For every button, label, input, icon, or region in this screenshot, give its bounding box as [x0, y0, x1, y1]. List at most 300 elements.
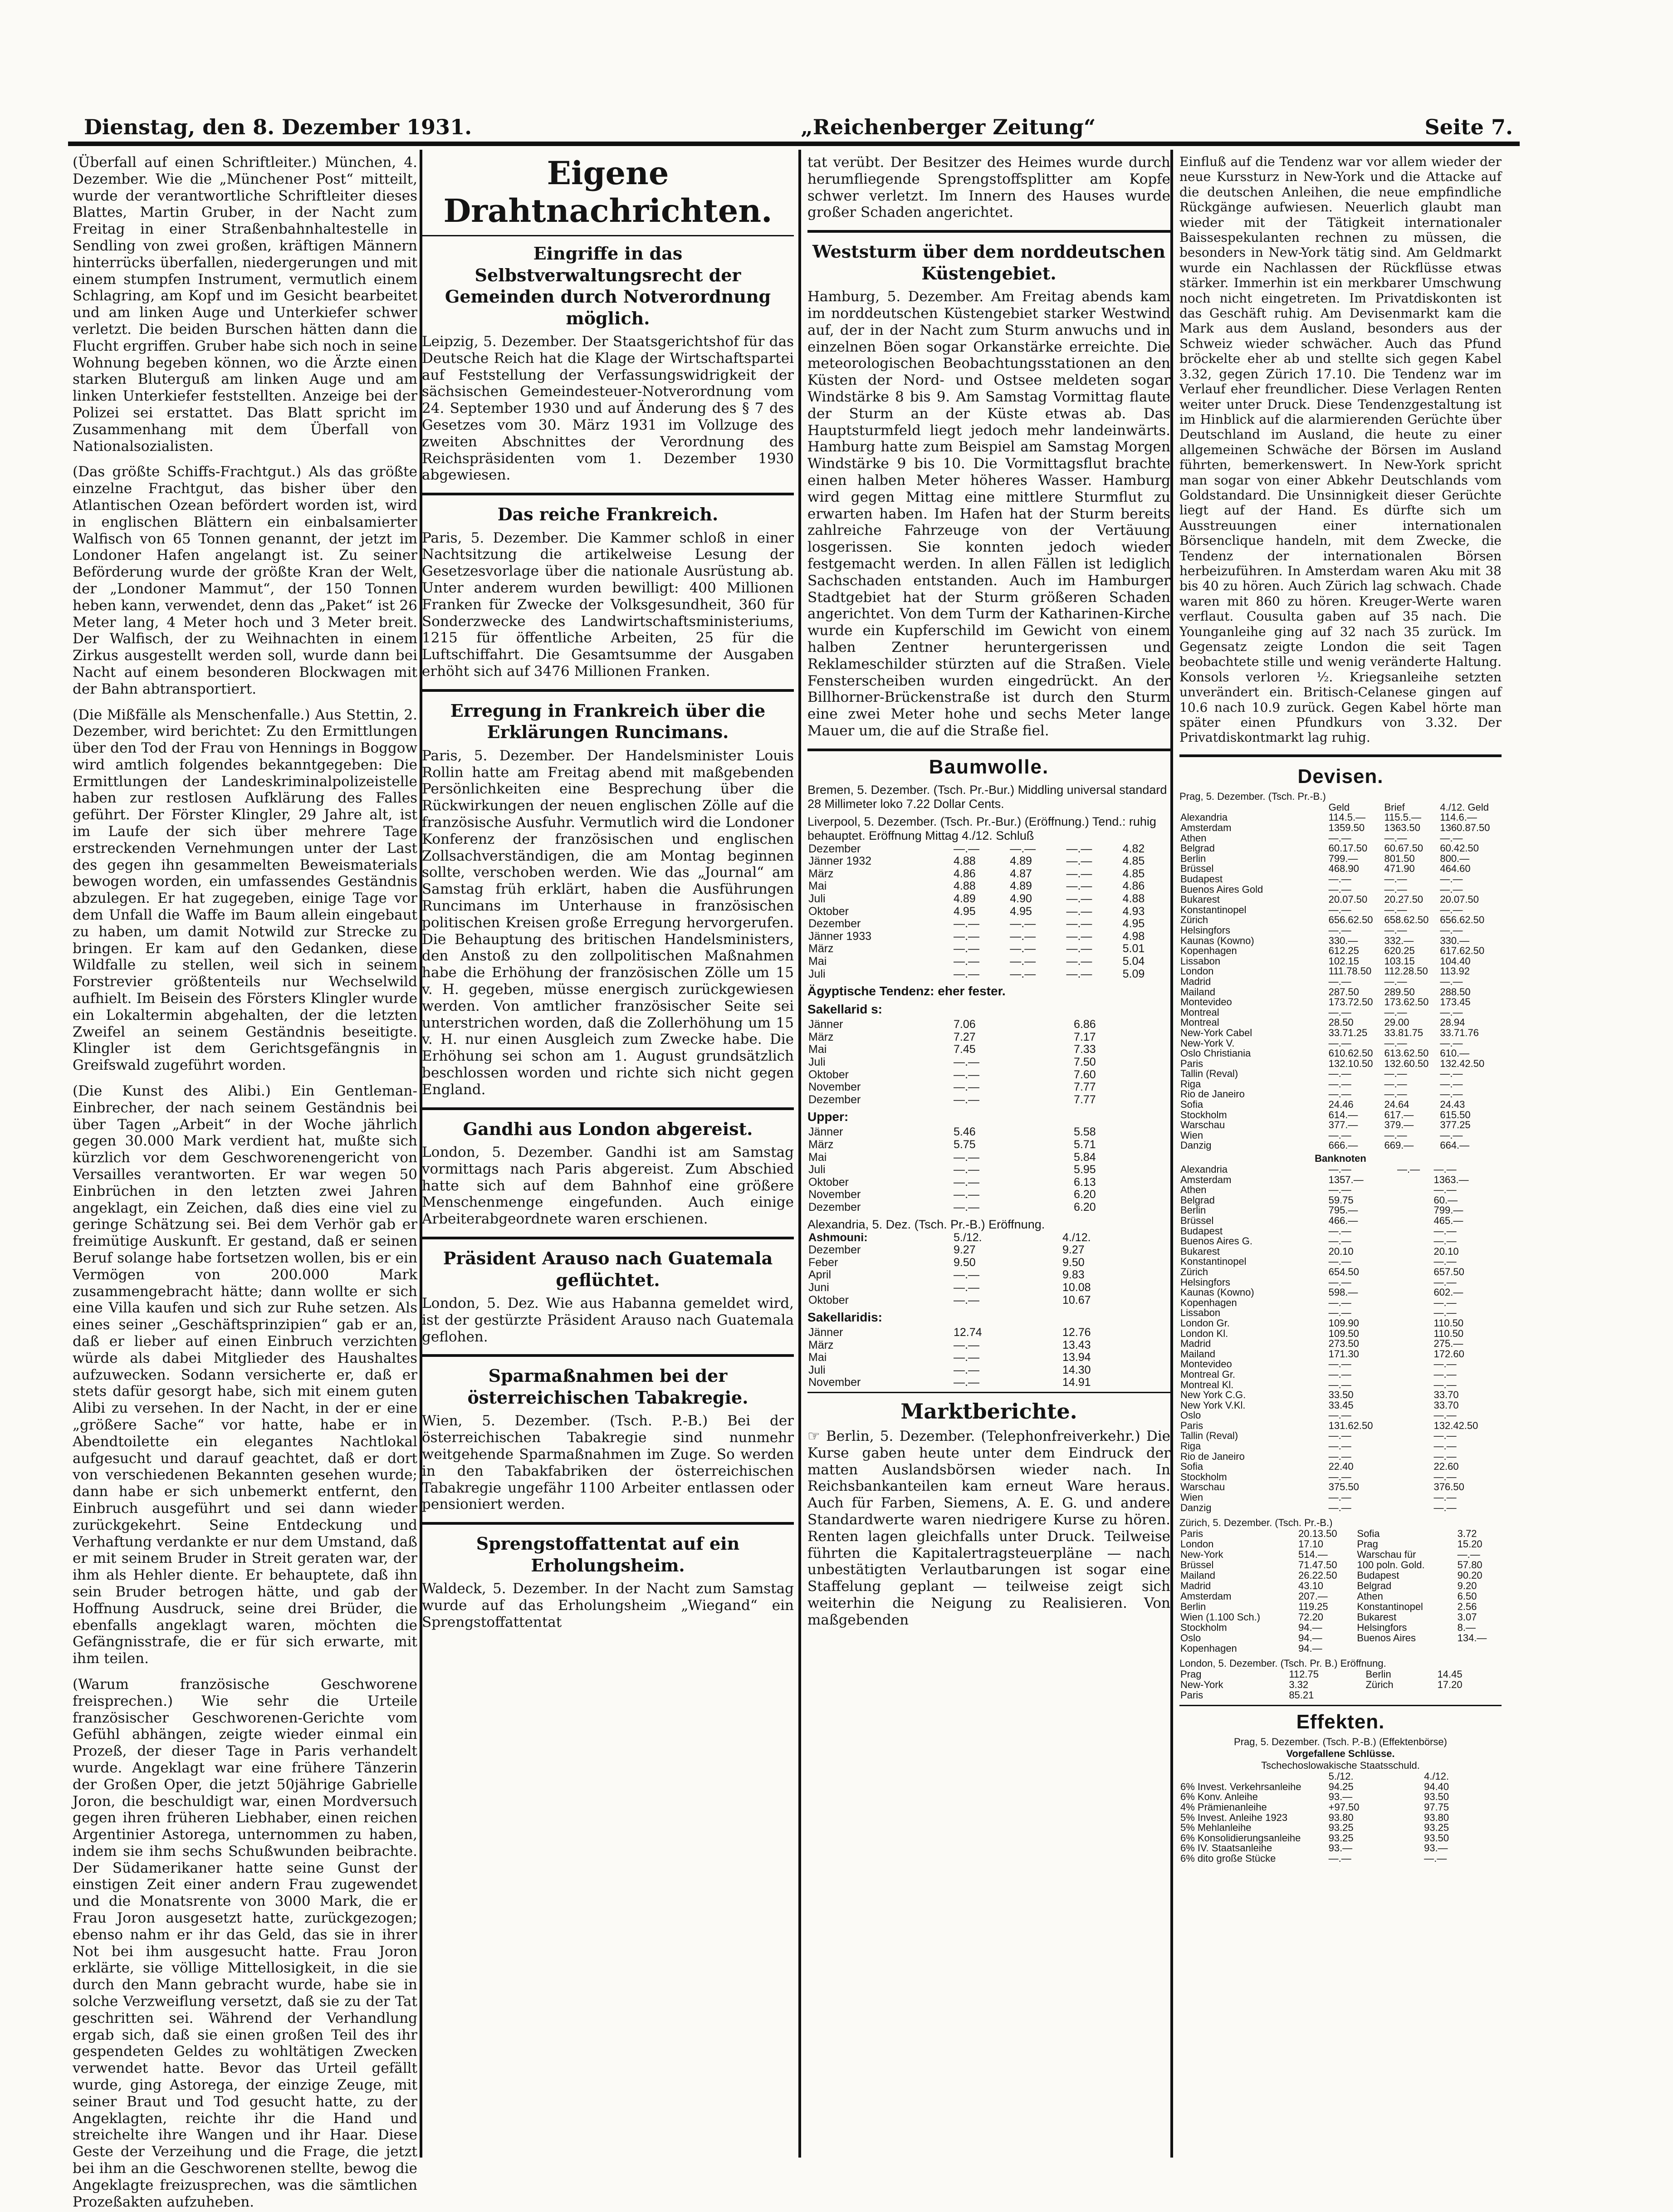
cell-value: 112.75 [1289, 1669, 1319, 1680]
divider [422, 1237, 794, 1239]
egypt-heading: Ägyptische Tendenz: eher fester. [807, 984, 1006, 998]
cell-value: 4.88 [954, 855, 976, 868]
cell-value [1396, 1226, 1433, 1237]
cell-value: 275.— [1433, 1338, 1463, 1350]
cell-value: 2.56 [1457, 1601, 1477, 1613]
table-row [807, 893, 1170, 905]
cell-value: —.— [1066, 942, 1092, 955]
table-row [807, 1056, 1170, 1069]
table-row [807, 1151, 1170, 1164]
cell-value: Helsingfors [1357, 1622, 1407, 1634]
row-label: März [808, 1138, 834, 1151]
table-row [807, 930, 1170, 943]
cell-value [1066, 1189, 1073, 1201]
cell-value: —.— [1328, 1409, 1351, 1421]
effekten-subheading: Vorgefallene Schlüsse. [1286, 1748, 1395, 1760]
cell-value: 4.98 [1122, 930, 1145, 943]
cell-value: —.— [1433, 1440, 1457, 1452]
cell-value: 110.50 [1433, 1327, 1464, 1339]
cell-value [1066, 1043, 1073, 1056]
row-label: Paris [1180, 1419, 1203, 1431]
table-row [1179, 1110, 1502, 1121]
row-label: Juli [808, 1163, 826, 1176]
table-row [1179, 1205, 1502, 1216]
table-row [1179, 833, 1502, 844]
table-row [1179, 1216, 1502, 1226]
row-label: Jänner 1933 [808, 930, 872, 943]
col-header: 4./12. [1062, 1231, 1091, 1244]
divider [422, 1107, 794, 1110]
row-label: Mai [808, 955, 827, 968]
table-row [1179, 1452, 1502, 1462]
upper-heading: Upper: [807, 1110, 849, 1124]
cell-value: —.— [1328, 1471, 1351, 1483]
cell-value: 4.88 [954, 880, 976, 893]
table-row [1179, 1329, 1502, 1339]
cell-value: 9.50 [954, 1256, 976, 1269]
cell-value: —.— [1328, 1440, 1351, 1452]
column-divider [798, 150, 801, 2158]
cell-value: 60.— [1433, 1194, 1458, 1206]
cell-value: 60.67.50 [1384, 842, 1424, 854]
row-label: Sofia [1180, 1461, 1203, 1473]
cell-value: —.— [1433, 1492, 1457, 1503]
cell-value: 22.40 [1328, 1461, 1354, 1473]
cell-value: 9.83 [1062, 1268, 1085, 1282]
article-sprengstoff: Waldeck, 5. Dezember. In der Nacht zum Samstag wurde auf das Erholungsheim „Wiegand“ ein Sprengstoffattentat [422, 1581, 794, 1630]
table-row [1179, 1482, 1502, 1493]
table-row [1179, 1421, 1502, 1431]
table-row [1179, 874, 1502, 885]
table-row [1179, 1560, 1502, 1570]
table-row [1179, 1257, 1502, 1267]
row-label: November [808, 1376, 861, 1389]
cell-value: —.— [1440, 883, 1463, 895]
cell-value: —.— [1328, 1492, 1351, 1503]
cell-value: 132.10.50 [1328, 1057, 1373, 1069]
row-label: New-York [1180, 1679, 1223, 1691]
cell-value: 24.43 [1440, 1099, 1465, 1111]
row-label: Dezember [808, 1200, 861, 1214]
cell-value: 93.25 [1328, 1822, 1354, 1834]
cell-value: —.— [1440, 904, 1463, 915]
cell-value: 5.75 [954, 1138, 976, 1151]
cell-value: 60.42.50 [1440, 842, 1479, 854]
cell-value: 617.62.50 [1440, 945, 1485, 957]
table-row [1179, 1100, 1502, 1110]
article-selbstverwaltung: Leipzig, 5. Dezember. Der Staatsgerichtshof für das Deutsche Reich hat die Klage der Wirtschaftspartei auf Feststellung der Verfassungswidrigkeit der sächsischen Gemeindesteuer-Notverordnung vom 24. September 1930 und auf Änderung des § 7 des Gesetzes vom 30. März 1931 im Vollzuge des zweiten Abschnittes der Verordnung des Reichspräsidenten vom 1. Dezember 1930 abgewiesen. [422, 333, 794, 484]
article-sprengstoff-continued: tat verübt. Der Besitzer des Heimes wurde durch herumfliegende Sprengstoffsplitter am Kopfe schwer verletzt. Im Innern des Hauses wurde großer Schaden angerichtet. [807, 154, 1170, 221]
cell-value: 471.90 [1384, 863, 1415, 875]
cell-value: 4.89 [1010, 880, 1032, 893]
cell-value [1066, 1201, 1073, 1214]
row-label: 6% Konv. Anleihe [1180, 1791, 1258, 1803]
cell-value: 6.50 [1457, 1590, 1477, 1602]
table-row [1179, 1226, 1502, 1237]
cell-value: 466.— [1328, 1215, 1358, 1226]
cell-value: 71.47.50 [1298, 1559, 1337, 1571]
liverpool-table [807, 843, 1170, 981]
cell-value: 1360.87.50 [1440, 822, 1490, 834]
cell-value: 613.62.50 [1384, 1047, 1429, 1059]
cell-value: —.— [1066, 930, 1092, 943]
cell-value: 100 poln. Gold. [1357, 1559, 1425, 1571]
table-row [807, 1351, 1170, 1364]
table-row [807, 1376, 1170, 1389]
table-row [807, 1081, 1170, 1094]
divider [1179, 754, 1502, 757]
cell-value: 33.70 [1433, 1399, 1459, 1411]
cell-value: 612.25 [1328, 945, 1359, 957]
cell-value: —.— [1384, 1068, 1407, 1080]
cell-value: 20.10 [1433, 1245, 1459, 1257]
cell-value: —.— [954, 1093, 979, 1106]
cell-value: Athen [1357, 1590, 1383, 1602]
cell-value: —.— [1433, 1235, 1457, 1247]
row-label: Athen [1180, 832, 1207, 844]
table-row [1179, 1792, 1502, 1802]
table-row [1179, 1823, 1502, 1833]
cell-value: —.— [1010, 967, 1036, 980]
cell-value: 20.07.50 [1328, 894, 1368, 905]
cell-value: 94.— [1298, 1622, 1322, 1634]
cell-value: 7.50 [1074, 1056, 1096, 1069]
row-label: Montreal Kl. [1180, 1379, 1234, 1390]
cell-value: —.— [1328, 1184, 1351, 1196]
masthead-page-number: Seite 7. [1424, 115, 1513, 139]
cell-value [1396, 1185, 1433, 1195]
row-label: Belgrad [1180, 842, 1215, 854]
row-label: Juli [808, 892, 826, 905]
cell-value: —.— [1440, 924, 1463, 936]
cell-value: —.— [954, 1338, 979, 1351]
cell-value: 132.60.50 [1384, 1057, 1429, 1069]
cell-value: 14.45 [1437, 1669, 1463, 1680]
row-label: Mai [808, 880, 827, 893]
cell-value: —.— [1328, 1852, 1351, 1864]
cell-value: —.— [1066, 917, 1092, 930]
sakellaridis-heading: Sakellaridis: [807, 1310, 882, 1325]
table-row [1179, 1782, 1502, 1792]
cell-value [1396, 1431, 1433, 1441]
cell-value: —.— [1433, 1379, 1457, 1390]
cell-value: 13.43 [1062, 1338, 1091, 1351]
banknoten-title: Banknoten [1315, 1153, 1366, 1165]
cell-value [1066, 1031, 1073, 1044]
row-label: Alexandria [1180, 812, 1228, 823]
table-row [1179, 1359, 1502, 1370]
table-row [1179, 1130, 1502, 1141]
cell-value: —.— [1328, 1225, 1351, 1237]
cell-value: 97.75 [1424, 1801, 1449, 1813]
cell-value: 7.60 [1074, 1068, 1096, 1081]
table-row [1179, 1813, 1502, 1823]
row-label: Tallin (Reval) [1180, 1068, 1238, 1080]
cell-value: 93.25 [1328, 1832, 1354, 1844]
article-wildfalle: (Die Mißfälle als Menschenfalle.) Aus Stettin, 2. Dezember, wird berichtet: Zu den Ermittlungen über den Tod der Frau von Hennings in Boggow wird amtlich folgendes bekanntgegeben: Die Ermittlungen der Landeskriminalpolizeistelle haben zur restlosen Aufklärung des Falles geführt. Der Förster Klingler, 29 Jahre alt, ist im Laufe der sich über mehrere Tage erstreckenden Vernehmungen unter der Last des gegen ihn gesammelten Beweismaterials bewogen worden, ein umfassendes Geständnis abzulegen. Er hat zugegeben, einige Tage vor dem Unfall die Waffe im Baum allein eingebaut zu haben, um damit Notwild zur Strecke zu bringen. Er kam auf den Gedanken, diese Wildfalle zu stellen, weil sich in seinem Forstrevier größtenteils nur Wechselwild aufhielt. Im Beisein des Försters Klingler wurde ein Lokaltermin abgehalten, der die letzten Zweifel an seinem Geständnis beseitigte. Klingler ist dem Gerichtsgefängnis in Greifswald zugeführt worden. [73, 706, 417, 1074]
table-row [1179, 1165, 1502, 1175]
cell-value: —.— [1440, 1068, 1463, 1080]
cell-value [1396, 1421, 1433, 1431]
cell-value: 9.50 [1062, 1256, 1085, 1269]
cell-value: 4.85 [1122, 855, 1145, 868]
cell-value: 4.90 [1010, 892, 1032, 905]
cell-value [1396, 1452, 1433, 1462]
row-label: Jänner [808, 1326, 843, 1339]
table-row [807, 1282, 1170, 1294]
table-row [807, 943, 1170, 955]
table-row [1179, 1175, 1502, 1185]
cell-value: 9.27 [1062, 1243, 1085, 1257]
masthead [84, 113, 1513, 141]
cell-value: 131.62.50 [1328, 1419, 1373, 1431]
row-label: Kopenhagen [1180, 945, 1237, 957]
table-row [1179, 1833, 1502, 1844]
table-row [1179, 812, 1502, 823]
row-label: März [808, 942, 834, 955]
cell-value: —.— [1384, 1088, 1407, 1100]
cell-value: —.— [1066, 842, 1092, 855]
row-label: New York V.Kl. [1180, 1399, 1246, 1411]
cell-value: —.— [1440, 1088, 1463, 1100]
cell-value: 94.— [1298, 1632, 1322, 1644]
cell-value: 85.21 [1289, 1689, 1314, 1701]
cell-value: 4.87 [1010, 867, 1032, 880]
cell-value: 109.50 [1328, 1327, 1359, 1339]
cell-value: 800.— [1440, 852, 1470, 864]
table-row [807, 1069, 1170, 1082]
cell-value: —.— [954, 917, 979, 930]
zurich-table [1179, 1528, 1502, 1654]
table-row [807, 905, 1170, 918]
headline-selbstverwaltung: Eingriffe in das Selbstverwaltungsrecht der Gemeinden durch Notverordnung möglich. [445, 243, 771, 328]
article-tabakregie: Wien, 5. Dezember. (Tsch. P.-B.) Bei der österreichischen Tabakregie sind nunmehr weitgehende Sparmaßnahmen im Zuge. So werden in den Tabakfabriken der österreichischen Tabakregie ungefähr 1100 Arbeiter entlassen oder pensioniert werden. [422, 1413, 794, 1513]
table-row [1179, 1549, 1502, 1560]
cell-value [1066, 1056, 1073, 1069]
table-row [1179, 1601, 1502, 1612]
cell-value: 7.06 [954, 1018, 976, 1031]
table-row [807, 843, 1170, 856]
cell-value: —.— [1457, 1549, 1480, 1561]
column-3 [803, 154, 1175, 2158]
row-label: Mai [808, 1351, 827, 1364]
table-row [807, 1018, 1170, 1031]
table-row [807, 1201, 1170, 1214]
row-label: Wien [1180, 1129, 1203, 1141]
cell-value: —.— [1433, 1450, 1457, 1462]
row-label: Rio de Janeiro [1180, 1450, 1245, 1462]
cell-value [1396, 1216, 1433, 1226]
row-label: Oslo [1180, 1632, 1201, 1644]
cell-value: —.— [954, 1068, 979, 1081]
cell-value: 207.— [1298, 1590, 1328, 1602]
cell-value [1396, 1339, 1433, 1349]
cell-value: 7.77 [1074, 1081, 1096, 1094]
liverpool-header: Liverpool, 5. Dezember. (Tsch. Pr.-Bur.) (Eröffnung.) Tend.: ruhig behauptet. Eröffnung Mittag 4./12. Schluß [807, 814, 1156, 842]
cell-value: 377.— [1328, 1119, 1358, 1131]
effekten-table [1179, 1772, 1502, 1864]
cell-value: —.— [1328, 1379, 1351, 1390]
headline-runciman: Erregung in Frankreich über die Erklärungen Runcimans. [450, 700, 766, 743]
cell-value: Zürich [1365, 1679, 1394, 1691]
cell-value: 377.25 [1440, 1119, 1471, 1131]
cell-value: 113.92 [1440, 965, 1470, 977]
table-row [1179, 936, 1502, 946]
cell-value: 5.58 [1074, 1126, 1096, 1139]
cell-value: 20.13.50 [1298, 1528, 1337, 1540]
row-label: London [1180, 965, 1214, 977]
cell-value: 4.89 [1010, 855, 1032, 868]
article-marktberichte: ☞ Berlin, 5. Dezember. (Telephonfreiverkehr.) Die Kurse gaben heute unter dem Eindruck der matten Auslandsbörsen wieder nach. In Reichsbankanteilen kam erneut Ware heraus. Auch für Farben, Siemens, A. E. G. und andere Standardwerte waren niedrigere Kurse zu hören. Renten lagen gleichfalls unter Druck. Teilweise führten die Kapitalertragsteuerpläne — nach unbestätigten Verlautbarungen ist sogar eine Staffelung geplant — teilweise zeigt sich weiterhin die Neigung zu Realisieren. Von maßgebenden [807, 1428, 1170, 1628]
cell-value: 12.74 [954, 1326, 982, 1339]
cell-value: 4.95 [1122, 917, 1145, 930]
cell-value: —.— [1328, 1129, 1351, 1141]
table-row [1179, 1591, 1502, 1601]
article-marktberichte-continued: Einfluß auf die Tendenz war vor allem wieder der neue Kurssturz in New-York und die Attacke auf die deutschen Anleihen, die neue empfindliche Rückgänge aufwiesen. Neuerlich glaubt man wieder mit der Tätigkeit internationaler Baissespekulanten rechnen zu müssen, die besonders in New-York tätig sind. Am Geldmarkt wurde ein Nachlassen der Rückflüsse etwas stärker. Immerhin ist ein merkbarer Umschwung noch nicht eingetreten. Im Privatdiskonten ist das Geschäft ruhig. Am Devisenmarkt kam die Mark aus dem Ausland, besonders aus der Schweiz wieder schwächer. Auch das Pfund bröckelte eher ab und stellte sich gegen Kabel 3.32, gegen Zürich 17.10. Die Tendenz war im Verlauf eher freundlicher. Diese Verlagen Renten weiter unter Druck. Diese Tendenzgestaltung ist im Hinblick auf die alarmierenden Gerüchte über Deutschland im Ausland, die heute zu einer allgemeinen Schwäche der Börsen im Ausland führten, bemerkenswert. In New-York spricht man sogar von einer Abkehr Deutschlands vom Goldstandard. Die Unsinnigkeit dieser Gerüchte liegt auf der Hand. Es dürfte sich um Ausstreuungen einer internationalen Börsenclique handeln, mit dem Zwecke, die Tendenz der internationalen Börsen herbeizuführen. In Amsterdam waren Aku mit 38 bis 40 zu hören. Auch Zürich lag schwach. Chade waren mit 860 zu hören. Kreuger-Werte waren verflaut. Cousulta gaben auf 35 nach. Die Younganleihe ging auf 32 nach 35 zurück. Im Gegensatz zeigte London die seit Tagen beobachtete stille und wenig veränderte Haltung. Konsols verloren ½. Kriegsanleihe setzten unverändert ein. Britisch-Celanese gingen auf 10.6 nach 10.9 zurück. Gegen Kabel hörte man später einen Pfundkurs von 3.32. Der Privatdiskontmarkt lag ruhig. [1179, 154, 1502, 745]
row-label: Montreal [1180, 1017, 1219, 1028]
cell-value: Sofia [1357, 1528, 1380, 1540]
row-label: Oslo Christiania [1180, 1047, 1251, 1059]
row-label: 6% IV. Staatsanleihe [1180, 1842, 1272, 1854]
table-row [1179, 1431, 1502, 1441]
cell-value: 7.17 [1074, 1030, 1096, 1043]
cell-value: —.— [954, 942, 979, 955]
table-row [1179, 1195, 1502, 1206]
table-row [807, 955, 1170, 968]
table-row [807, 1126, 1170, 1139]
cell-value: 112.28.50 [1384, 965, 1428, 977]
cell-value: —.— [954, 930, 979, 943]
cell-value [1396, 1257, 1433, 1267]
cell-value: 4.88 [1122, 892, 1145, 905]
row-label: 6% Invest. Verkehrsanleihe [1180, 1781, 1301, 1792]
table-row [1179, 1400, 1502, 1411]
row-label: Tallin (Reval) [1180, 1430, 1238, 1442]
cell-value [1437, 1690, 1502, 1700]
row-label: Montreal Gr. [1180, 1368, 1236, 1380]
row-label: Sofia [1180, 1099, 1203, 1111]
cell-value: 110.50 [1433, 1317, 1464, 1329]
cell-value: 468.90 [1328, 863, 1359, 875]
table-row [1179, 1612, 1502, 1622]
cell-value: —.— [954, 1150, 979, 1164]
cell-value: —.— [954, 967, 979, 980]
table-row [807, 1364, 1170, 1377]
cell-value: 376.50 [1433, 1481, 1464, 1493]
divider [807, 230, 1170, 233]
row-label: New-York [1180, 1549, 1223, 1561]
cell-value: 132.42.50 [1440, 1057, 1485, 1069]
table-row [807, 1164, 1170, 1176]
cell-value: —.— [1328, 904, 1351, 915]
cell-value: —.— [1440, 1078, 1463, 1090]
table-row [1179, 1441, 1502, 1452]
cell-value: 93.80 [1424, 1811, 1449, 1823]
col-header: 5./12. [954, 1231, 982, 1244]
col-header: Geld [1328, 801, 1350, 813]
cell-value: —.— [1328, 1037, 1351, 1049]
table-row [1179, 1390, 1502, 1400]
cell-value: —.— [1440, 873, 1463, 885]
cell-value: 10.67 [1062, 1293, 1091, 1307]
cell-value: —.— [1433, 1164, 1457, 1175]
col-header: 5./12. [1328, 1771, 1354, 1782]
table-row [1179, 946, 1502, 956]
cell-value [1396, 1503, 1433, 1513]
baumwolle-section [807, 749, 1170, 1393]
row-label: Juli [808, 967, 826, 980]
col-header: Brief [1384, 801, 1405, 813]
cell-value: —.— [1328, 883, 1351, 895]
cell-value: 3.32 [1289, 1679, 1309, 1691]
headline-arauso: Präsident Arauso nach Guatemala geflüchtet. [443, 1248, 773, 1290]
table-row [1179, 1528, 1502, 1539]
row-label: Oktober [808, 905, 849, 918]
table-row [1179, 1690, 1502, 1700]
cell-value: 330.— [1440, 935, 1470, 946]
cell-value: 7.77 [1074, 1093, 1096, 1106]
row-label: Mailand [1180, 1570, 1216, 1581]
cell-value: —.— [954, 1281, 979, 1294]
cell-value: 9.27 [954, 1243, 976, 1257]
cell-value: 33.71.25 [1328, 1027, 1368, 1038]
row-label: Warschau [1180, 1481, 1225, 1493]
cell-value: 7.45 [954, 1043, 976, 1056]
row-label: Montevideo [1180, 1358, 1232, 1370]
cell-value: —.— [1328, 1235, 1351, 1247]
table-row [1179, 925, 1502, 936]
cell-value: 8.— [1457, 1622, 1476, 1634]
divider [422, 1522, 794, 1525]
cell-value: 114.6.— [1440, 812, 1477, 823]
cell-value: 17.10 [1298, 1538, 1324, 1550]
cell-value: —.— [1433, 1368, 1457, 1380]
table-row [1179, 1643, 1502, 1654]
row-label: Mailand [1180, 1348, 1216, 1360]
cell-value [1396, 1267, 1433, 1277]
cell-value: —.— [1384, 832, 1407, 844]
row-label: Amsterdam [1180, 1590, 1232, 1602]
devisen-title: Devisen. [1297, 765, 1384, 788]
cell-value: 93.25 [1424, 1822, 1449, 1834]
sakellaridis-table [807, 1326, 1170, 1389]
table-row [1179, 1843, 1502, 1854]
cell-value [1066, 1069, 1073, 1082]
cell-value: 4.89 [954, 892, 976, 905]
row-label: Lissabon [1180, 1307, 1221, 1319]
row-label: 6% dito große Stücke [1180, 1852, 1276, 1864]
row-label: Kaunas (Kowno) [1180, 935, 1254, 946]
cell-value: 375.50 [1328, 1481, 1359, 1493]
row-label: Amsterdam [1180, 1174, 1232, 1185]
effekten-subheading-2: Tschechoslowakische Staatsschuld. [1261, 1760, 1420, 1772]
cell-value: 103.15 [1384, 955, 1415, 967]
row-label: Feber [808, 1256, 838, 1269]
cell-value: —.— [1010, 842, 1036, 855]
column-4 [1175, 154, 1506, 2158]
cell-value: 664.— [1440, 1140, 1470, 1151]
table-row [807, 1232, 1170, 1244]
row-label: Paris [1180, 1057, 1203, 1069]
cell-value: 33.50 [1328, 1389, 1354, 1401]
row-label: Buenos Aires Gold [1180, 883, 1263, 895]
article-gandhi: London, 5. Dezember. Gandhi ist am Samstag vormittags nach Paris abgereist. Zum Abschied hatte sich auf dem Bahnhof eine größere Menschenmenge eingefunden. Auch einige Arbeiterabgeordnete waren erschienen. [422, 1144, 794, 1228]
cell-value [1396, 1359, 1433, 1370]
cell-value: —.— [1384, 883, 1407, 895]
cell-value [1356, 1643, 1456, 1654]
cell-value: 379.— [1384, 1119, 1414, 1131]
cell-value: —.— [1328, 832, 1351, 844]
